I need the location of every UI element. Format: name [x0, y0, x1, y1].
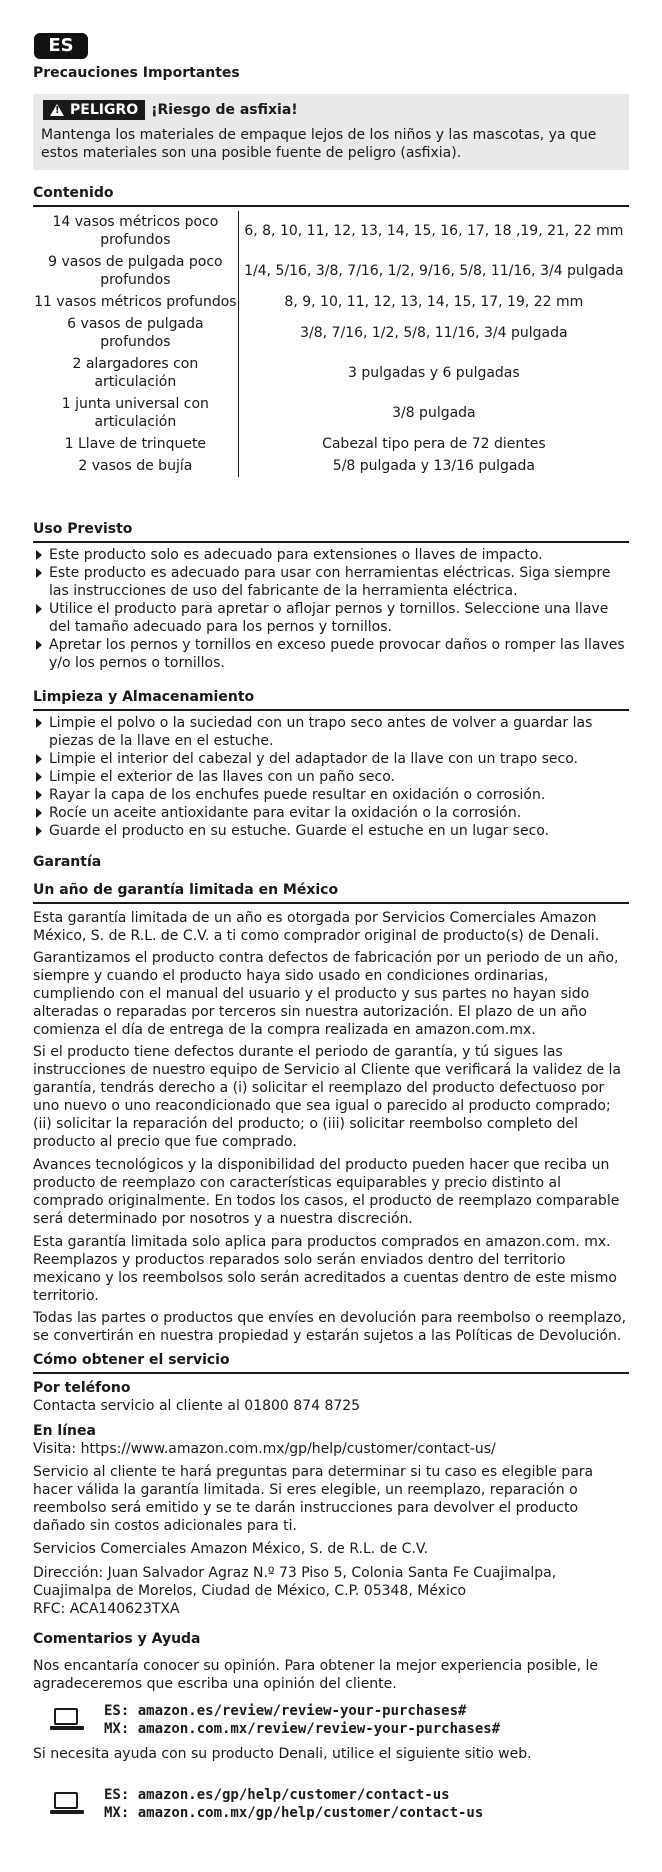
list-item: Rocíe un aceite antioxidante para evitar la oxidación o la corrosión.: [33, 804, 629, 822]
garantia-paragraph: Si el producto tiene defectos durante el periodo de garantía, y tú sigues las instrucciones de nuestro equipo de Servicio al Cliente que verificará la validez de la garantía, tendrás derecho a (i) solicitar el reemplazo del producto defectuoso por uno nuevo o uno reacondicionado que sea igual o parecido al producto comprado; (ii) solicitar la reparación del producto; o (iii) solicitar reembolso completo del producto al precio que fue comprado.: [33, 1044, 621, 1150]
contents-item: 2 vasos de bujía: [33, 455, 238, 477]
company-name: Servicios Comerciales Amazon México, S. de R.L. de C.V.: [33, 1541, 429, 1557]
contents-row: [33, 313, 629, 353]
section-heading-contenido: Contenido: [33, 184, 629, 207]
list-item: Rayar la capa de los enchufes puede resultar en oxidación o corrosión.: [33, 786, 629, 804]
online-heading: En línea: [33, 1423, 96, 1439]
contents-spec: 3 pulgadas y 6 pulgadas: [348, 365, 520, 381]
contents-row: [33, 455, 629, 477]
page-title: Precauciones Importantes: [33, 65, 240, 81]
contents-item: 6 vasos de pulgada profundos: [33, 313, 238, 353]
review-link-es[interactable]: ES: amazon.es/review/review-your-purchases#: [104, 1703, 467, 1719]
review-links: [50, 1702, 610, 1738]
list-item: Limpie el polvo o la suciedad con un trapo seco antes de volver a guardar las piezas de la llave en el estuche.: [33, 714, 629, 750]
list-item: Este producto es adecuado para usar con herramientas eléctricas. Siga siempre las instrucciones de uso del fabricante de la herramienta eléctrica.: [33, 564, 629, 600]
garantia-paragraph: Avances tecnológicos y la disponibilidad del producto pueden hacer que reciba un producto de reemplazo con características equiparables y precio distinto al comprado originalmente. En todos los casos, el producto de reemplazo comparable será determinado por nosotros y a nuestra discreción.: [33, 1157, 620, 1227]
contents-spec: Cabezal tipo pera de 72 dientes: [322, 436, 546, 452]
contents-item: 1 junta universal con articulación: [33, 393, 238, 433]
danger-text: Mantenga los materiales de empaque lejos de los niños y las mascotas, ya que estos materiales son una posible fuente de peligro (asfixia).: [41, 127, 597, 161]
garantia-paragraph: Esta garantía limitada de un año es otorgada por Servicios Comerciales Amazon México, S. de R.L. de C.V. a ti como comprador original de producto(s) de Denali.: [33, 910, 600, 944]
garantia-paragraph: Todas las partes o productos que envíes en devolución para reembolso o reemplazo, se convertirán en nuestra propiedad y estarán sujetos a las Políticas de Devolución.: [33, 1310, 627, 1344]
laptop-icon: [50, 1790, 84, 1818]
list-item: Apretar los pernos y tornillos en exceso puede provocar daños o romper las llaves y/o los pernos o tornillos.: [33, 636, 629, 672]
contents-spec: 6, 8, 10, 11, 12, 13, 14, 15, 16, 17, 18 ,19, 21, 22 mm: [244, 223, 624, 239]
section-heading-comentarios: Comentarios y Ayuda: [33, 1631, 201, 1647]
contents-row: [33, 211, 629, 251]
section-heading-servicio: Cómo obtener el servicio: [33, 1351, 629, 1374]
online-text: Visita: https://www.amazon.com.mx/gp/help/customer/contact-us/: [33, 1441, 496, 1457]
help-links: [50, 1786, 610, 1822]
contents-spec: 8, 9, 10, 11, 12, 13, 14, 15, 17, 19, 22 mm: [284, 294, 584, 310]
address-line-2: Cuajimalpa de Morelos, Ciudad de México, C.P. 05348, México: [33, 1583, 467, 1599]
address-line-1: Dirección: Juan Salvador Agraz N.º 73 Piso 5, Colonia Santa Fe Cuajimalpa,: [33, 1565, 557, 1581]
danger-tag: [43, 100, 145, 120]
contents-row: [33, 251, 629, 291]
warning-triangle-icon: !: [50, 104, 64, 116]
help-text: Si necesita ayuda con su producto Denali, utilice el siguiente sitio web.: [33, 1746, 532, 1762]
rfc: RFC: ACA140623TXA: [33, 1601, 180, 1617]
danger-tag-label: PELIGRO: [70, 102, 139, 118]
section-heading-uso: Uso Previsto: [33, 520, 629, 543]
contents-row: [33, 353, 629, 393]
laptop-icon: [50, 1706, 84, 1734]
phone-text: Contacta servicio al cliente al 01800 874 8725: [33, 1398, 361, 1414]
garantia-paragraph: Garantizamos el producto contra defectos de fabricación por un periodo de un año, siempre y cuando el producto haya sido usado en condiciones ordinarias, cumpliendo con el manual del usuario y el producto y sus partes no hayan sido alteradas o reparadas por terceros sin nuestra autorización. El plazo de un año comienza el día de entrega de la compra realizada en amazon.com.mx.: [33, 950, 619, 1038]
limpieza-list: [33, 714, 629, 840]
help-link-mx[interactable]: MX: amazon.com.mx/gp/help/customer/contact-us: [104, 1805, 484, 1821]
help-link-es[interactable]: ES: amazon.es/gp/help/customer/contact-us: [104, 1787, 450, 1803]
contents-row: [33, 291, 629, 313]
contents-item: 9 vasos de pulgada poco profundos: [33, 251, 238, 291]
danger-header: [43, 100, 298, 120]
contents-row: [33, 433, 629, 455]
list-item: Utilice el producto para apretar o aflojar pernos y tornillos. Seleccione una llave del tamaño adecuado para los pernos y tornillos.: [33, 600, 629, 636]
contents-table: [33, 211, 629, 477]
contents-item: 2 alargadores con articulación: [33, 353, 238, 393]
servicio-paragraph: Servicio al cliente te hará preguntas para determinar si tu caso es elegible para hacer válida la garantía limitada. Si eres elegible, un reemplazo, reparación o reembolso será emitido y se te darán instrucciones para devolver el producto dañado sin costos adicionales para ti.: [33, 1464, 594, 1534]
contents-spec: 1/4, 5/16, 3/8, 7/16, 1/2, 9/16, 5/8, 11/16, 3/4 pulgada: [244, 263, 624, 279]
list-item: Limpie el interior del cabezal y del adaptador de la llave con un trapo seco.: [33, 750, 629, 768]
review-link-mx[interactable]: MX: amazon.com.mx/review/review-your-purchases#: [104, 1721, 501, 1737]
uso-list: [33, 546, 629, 672]
language-badge: ES: [34, 33, 88, 59]
contents-item: 14 vasos métricos poco profundos: [33, 211, 238, 251]
list-item: Este producto solo es adecuado para extensiones o llaves de impacto.: [33, 546, 629, 564]
contents-row: [33, 393, 629, 433]
contents-spec: 3/8 pulgada: [392, 405, 476, 421]
list-item: Limpie el exterior de las llaves con un paño seco.: [33, 768, 629, 786]
contents-item: 1 Llave de trinquete: [33, 433, 238, 455]
contents-item: 11 vasos métricos profundos: [33, 291, 238, 313]
danger-warning-box: [33, 94, 629, 170]
garantia-paragraph: Esta garantía limitada solo aplica para productos comprados en amazon.com. mx. Reemplazos y productos reparados solo serán enviados dentro del territorio mexicano y los reembolsos solo serán acreditados a cuentas dentro de este mismo territorio.: [33, 1234, 617, 1304]
contents-spec: 5/8 pulgada y 13/16 pulgada: [332, 458, 535, 474]
section-heading-limpieza: Limpieza y Almacenamiento: [33, 688, 629, 711]
section-subheading-garantia: Un año de garantía limitada en México: [33, 881, 629, 904]
comentarios-text: Nos encantaría conocer su opinión. Para obtener la mejor experiencia posible, le agradeceremos que escriba una opinión del cliente.: [33, 1658, 599, 1692]
danger-heading: ¡Riesgo de asfixia!: [151, 102, 298, 118]
section-heading-garantia: Garantía: [33, 854, 102, 870]
phone-heading: Por teléfono: [33, 1380, 131, 1396]
list-item: Guarde el producto en su estuche. Guarde el estuche en un lugar seco.: [33, 822, 629, 840]
contents-spec: 3/8, 7/16, 1/2, 5/8, 11/16, 3/4 pulgada: [300, 325, 568, 341]
